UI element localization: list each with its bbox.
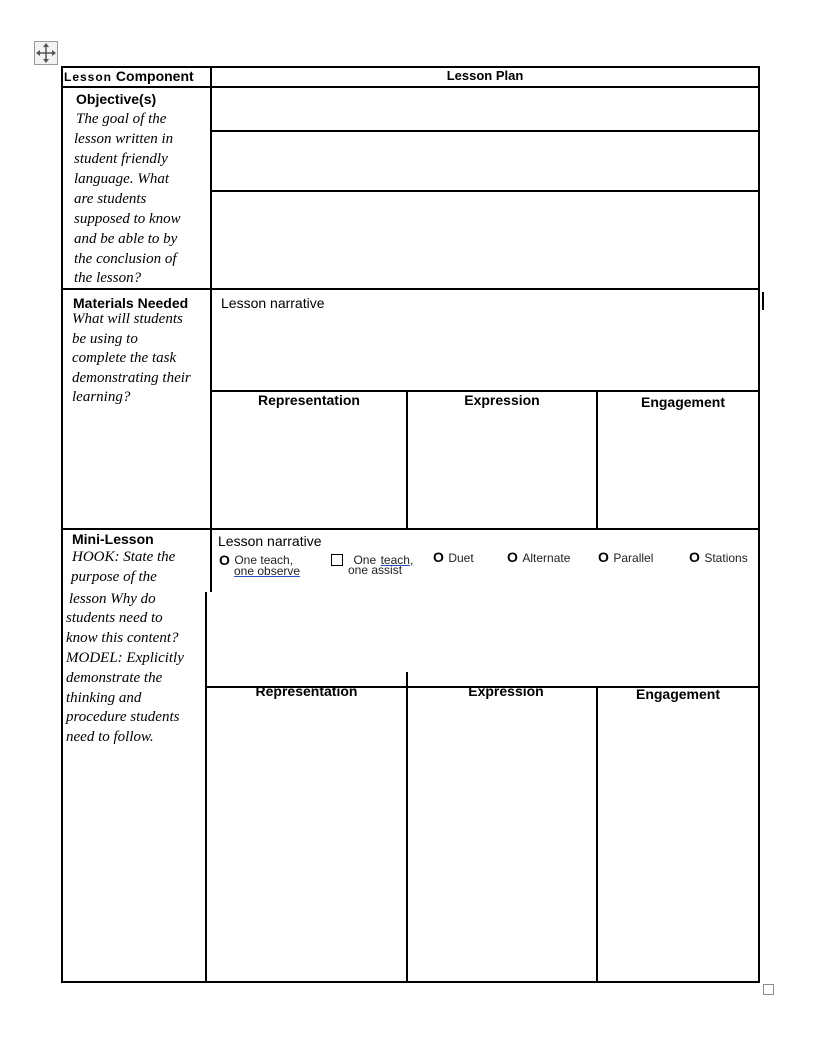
table-border-right	[758, 66, 760, 983]
minilesson-line: know this content?	[66, 630, 179, 647]
move-arrows-icon	[35, 42, 57, 64]
materials-line: What will students	[72, 311, 183, 327]
minilesson-description	[66, 548, 206, 748]
materials-narrative-label[interactable]: Lesson narrative	[221, 295, 325, 311]
minilesson-representation-header: Representation	[255, 683, 358, 699]
objective-line: the lesson?	[74, 270, 142, 286]
checkbox-icon	[331, 554, 343, 566]
option-parallel-label: Parallel	[613, 551, 654, 565]
radio-circle-icon: O	[219, 552, 230, 568]
header-component-part-b: Component	[115, 68, 194, 84]
objective-line: are students	[74, 191, 147, 207]
minilesson-narrative-label[interactable]: Lesson narrative	[218, 533, 322, 549]
option-one-teach-observe-label-b	[234, 565, 300, 577]
objective-cell-3[interactable]	[212, 192, 758, 288]
option-one-teach-assist-label-a1: One	[353, 553, 377, 567]
table-border-left	[61, 66, 63, 983]
objective-cell-2[interactable]	[212, 132, 758, 190]
minilesson-line: lesson Why do	[69, 590, 156, 607]
text-cursor	[762, 292, 764, 310]
option-duet-label: Duet	[448, 551, 474, 565]
option-one-teach-observe-label-a: One teach,	[234, 553, 294, 567]
label-column-divider-mini-a	[210, 529, 212, 592]
minilesson-line: thinking and	[66, 689, 142, 706]
objective-line: The goal of the	[76, 111, 167, 127]
materials-line: be using to	[72, 330, 138, 347]
materials-col-divider-1	[406, 390, 408, 529]
radio-circle-icon: O	[507, 549, 518, 565]
objective-cell-1[interactable]	[212, 88, 758, 130]
materials-minilesson-divider	[61, 528, 760, 530]
materials-description	[72, 310, 210, 408]
objective-line: lesson written in	[74, 131, 174, 147]
radio-circle-icon: O	[598, 549, 609, 565]
radio-circle-icon: O	[689, 549, 700, 565]
objective-title: Objective(s)	[76, 91, 157, 107]
table-move-handle[interactable]	[34, 41, 58, 65]
minilesson-line: procedure students	[66, 709, 180, 726]
minilesson-engagement-header: Engagement	[635, 686, 720, 702]
objective-materials-divider	[61, 288, 760, 290]
observe-text: one observe	[234, 564, 301, 578]
header-component-part-a: Lesson	[64, 70, 113, 84]
minilesson-line: HOOK: State the	[72, 549, 176, 565]
option-alternate-label: Alternate	[522, 551, 571, 565]
minilesson-col-divider-1	[406, 672, 408, 983]
materials-representation-header: Representation	[258, 392, 360, 408]
materials-col-divider-2	[596, 390, 598, 529]
materials-line: complete the task	[72, 350, 177, 366]
minilesson-title: Mini-Lesson	[72, 531, 154, 547]
minilesson-line: purpose of the	[71, 568, 157, 585]
option-stations-label: Stations	[704, 551, 748, 565]
objective-line: supposed to know	[74, 211, 181, 227]
objective-line: student friendly	[74, 151, 168, 167]
objective-line: and be able to by	[74, 231, 178, 247]
objective-description	[74, 109, 210, 287]
option-one-teach-assist-label-b: one assist	[348, 563, 403, 577]
option-alternate[interactable]	[507, 549, 570, 567]
materials-expression-header: Expression	[464, 392, 540, 408]
header-lesson-plan: Lesson Plan	[446, 68, 524, 83]
header-lesson-component	[64, 68, 210, 84]
table-border-bottom	[61, 981, 760, 983]
materials-title: Materials Needed	[73, 295, 189, 311]
option-stations[interactable]	[689, 549, 748, 567]
materials-line: demonstrating their	[72, 369, 191, 386]
option-parallel[interactable]	[598, 549, 653, 567]
table-resize-handle[interactable]	[763, 984, 774, 995]
minilesson-line: need to follow.	[66, 729, 154, 746]
objective-line: language. What	[74, 171, 169, 187]
objective-line: the conclusion of	[74, 251, 177, 267]
materials-line: learning?	[72, 389, 131, 405]
minilesson-expression-header: Expression	[468, 683, 544, 699]
materials-engagement-header: Engagement	[640, 394, 725, 410]
option-one-teach-assist-label-a2: teach,	[380, 553, 414, 567]
minilesson-line: demonstrate the	[66, 669, 163, 686]
minilesson-line: MODEL: Explicitly	[66, 649, 184, 666]
minilesson-line: students need to	[66, 610, 163, 627]
option-duet[interactable]	[433, 549, 474, 567]
radio-circle-icon: O	[433, 549, 444, 565]
minilesson-col-divider-2	[596, 686, 598, 983]
